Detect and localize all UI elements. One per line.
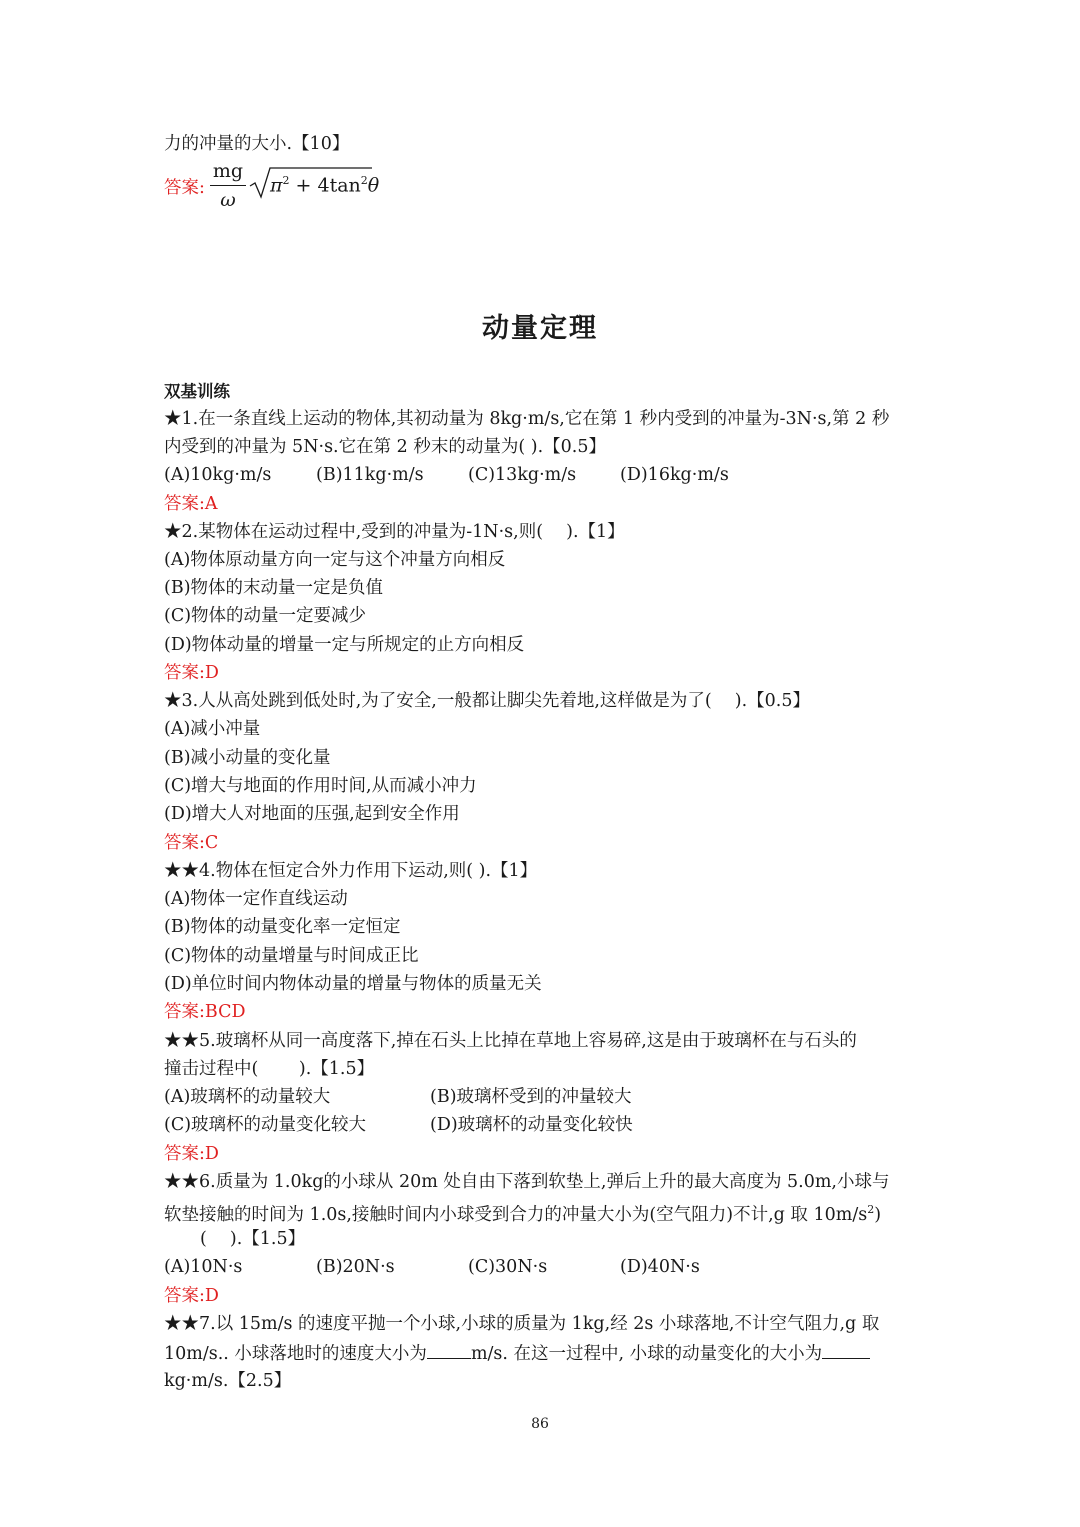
question-text: ★★7.以 15m/s 的速度平抛一个小球,小球的质量为 1kg,经 2s 小球落地,不计空气阻力,g 取 bbox=[164, 1314, 880, 1334]
question-text bbox=[164, 1198, 881, 1227]
question-text: 撞击过程中( ).【1.5】 bbox=[164, 1059, 375, 1079]
fill-blank bbox=[427, 1340, 471, 1359]
question-text: kg·m/s.【2.5】 bbox=[164, 1371, 292, 1391]
option: (D)物体动量的增量一定与所规定的止方向相反 bbox=[164, 635, 525, 655]
question-text: ★3.人从高处跳到低处时,为了安全,一般都让脚尖先着地,这样做是为了( ).【0.5】 bbox=[164, 691, 810, 711]
question-text-part: 10m/s.. 小球落地时的速度大小为 bbox=[164, 1344, 427, 1364]
option: (D)玻璃杯的动量变化较快 bbox=[430, 1115, 633, 1135]
answer: 答案:D bbox=[164, 663, 219, 683]
question-text-part: m/s. 在这一过程中, 小球的动量变化的大小为 bbox=[470, 1344, 823, 1364]
option: (A)10kg·m/s bbox=[164, 465, 272, 485]
fill-blank bbox=[822, 1340, 870, 1359]
formula-radicand bbox=[270, 174, 379, 196]
option: (D)增大人对地面的压强,起到安全作用 bbox=[164, 804, 460, 824]
option: (B)减小动量的变化量 bbox=[164, 748, 331, 768]
option: (C)增大与地面的作用时间,从而减小冲力 bbox=[164, 776, 477, 796]
formula-sup: 2 bbox=[282, 174, 290, 187]
option: (B)物体的末动量一定是负值 bbox=[164, 578, 384, 598]
question-text: ( ).【1.5】 bbox=[200, 1229, 306, 1249]
formula-fraction bbox=[210, 160, 246, 211]
fraction-bar bbox=[210, 185, 246, 186]
answer: 答案:BCD bbox=[164, 1002, 246, 1022]
formula-mid: + 4tan bbox=[289, 174, 361, 197]
answer: 答案:C bbox=[164, 833, 219, 853]
option: (A)玻璃杯的动量较大 bbox=[164, 1087, 331, 1107]
option: (B)玻璃杯受到的冲量较大 bbox=[430, 1087, 632, 1107]
option: (B)11kg·m/s bbox=[316, 465, 424, 485]
option: (C)13kg·m/s bbox=[468, 465, 577, 485]
continued-text: 力的冲量的大小.【10】 bbox=[164, 134, 350, 154]
question-text: ★★4.物体在恒定合外力作用下运动,则( ).【1】 bbox=[164, 861, 538, 881]
option: (C)物体的动量增量与时间成正比 bbox=[164, 946, 419, 966]
question-text: ★1.在一条直线上运动的物体,其初动量为 8kg·m/s,它在第 1 秒内受到的冲量为-3N·s,第 2 秒 bbox=[164, 409, 890, 429]
answer: 答案:D bbox=[164, 1286, 219, 1306]
option: (C)玻璃杯的动量变化较大 bbox=[164, 1115, 367, 1135]
option: (A)物体一定作直线运动 bbox=[164, 889, 348, 909]
option: (A)减小冲量 bbox=[164, 719, 261, 739]
formula-denominator: ω bbox=[220, 189, 236, 211]
page-title: 动量定理 bbox=[482, 313, 598, 344]
formula-pi: π bbox=[270, 174, 283, 197]
answer: 答案:A bbox=[164, 494, 218, 514]
question-text-part: 软垫接触的时间为 1.0s,接触时间内小球受到合力的冲量大小为(空气阻力)不计,g 取 10m/s bbox=[164, 1204, 868, 1225]
answer: 答案:D bbox=[164, 1144, 219, 1164]
question-text-part: ) bbox=[874, 1204, 882, 1225]
option: (C)30N·s bbox=[468, 1257, 548, 1277]
question-text: 内受到的冲量为 5N·s.它在第 2 秒末的动量为( ).【0.5】 bbox=[164, 437, 606, 457]
option: (D)单位时间内物体动量的增量与物体的质量无关 bbox=[164, 974, 542, 994]
page-number: 86 bbox=[531, 1416, 549, 1432]
formula-sup: 2 bbox=[360, 174, 368, 187]
section-heading: 双基训练 bbox=[164, 382, 230, 401]
formula-theta: θ bbox=[367, 174, 380, 197]
question-text: ★★6.质量为 1.0kg的小球从 20m 处自由下落到软垫上,弹后上升的最大高度为 5.0m,小球与 bbox=[164, 1172, 890, 1192]
formula-numerator: mg bbox=[212, 160, 244, 182]
option: (B)20N·s bbox=[316, 1257, 395, 1277]
question-text: ★2.某物体在运动过程中,受到的冲量为-1N·s,则( ).【1】 bbox=[164, 522, 625, 542]
option: (A)物体原动量方向一定与这个冲量方向相反 bbox=[164, 550, 506, 570]
option: (C)物体的动量一定要减少 bbox=[164, 606, 367, 626]
option: (B)物体的动量变化率一定恒定 bbox=[164, 917, 401, 937]
option: (D)40N·s bbox=[620, 1257, 700, 1277]
question-text bbox=[164, 1340, 870, 1366]
option: (A)10N·s bbox=[164, 1257, 243, 1277]
answer-label: 答案: bbox=[164, 178, 205, 198]
question-text: ★★5.玻璃杯从同一高度落下,掉在石头上比掉在草地上容易碎,这是由于玻璃杯在与石头的 bbox=[164, 1031, 857, 1051]
option: (D)16kg·m/s bbox=[620, 465, 729, 485]
superscript: 2 bbox=[867, 1203, 875, 1216]
